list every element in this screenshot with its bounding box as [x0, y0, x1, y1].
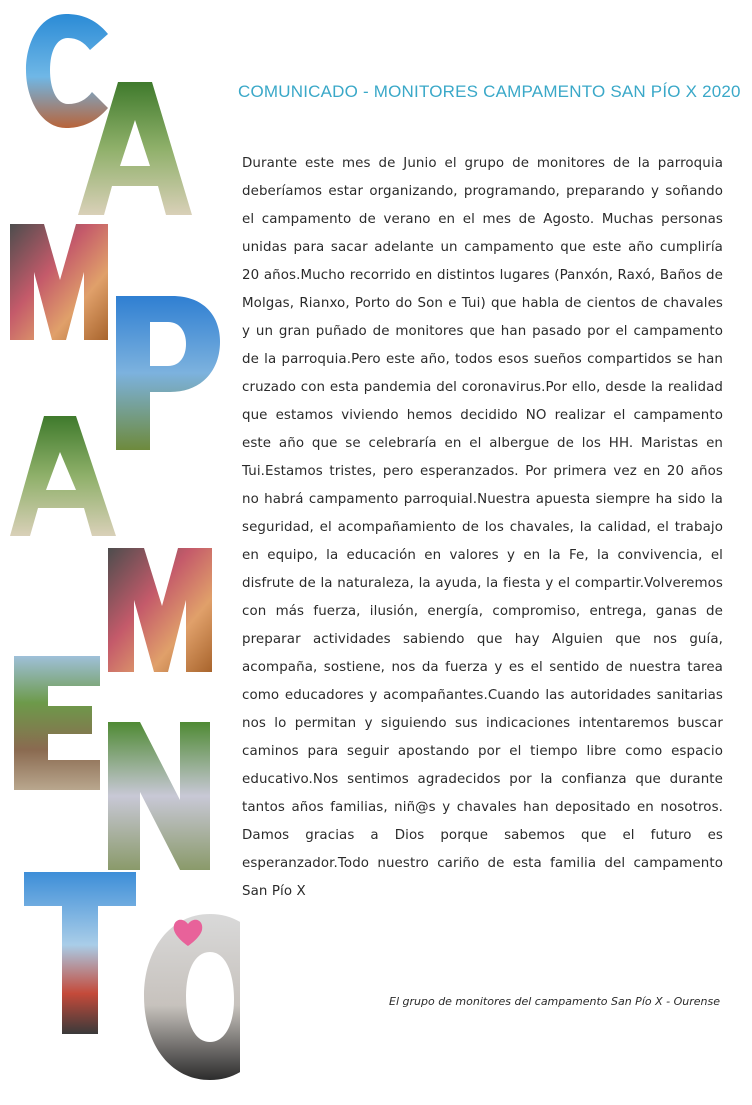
letter-e [14, 656, 100, 790]
letter-p [116, 296, 220, 450]
letter-a-2 [10, 416, 116, 536]
statement-paragraph: Durante este mes de Junio el grupo de monitores de la parroquia deberíamos estar organizando, programando, preparando y soñando el campamento de verano en el mes de Agosto. Muchas personas unidas para sacar adelante un campamento que este año cumpliría 20 años.Mucho recorrido en distintos lugares (Panxón, Raxó, Baños de Molgas, Rianxo, Porto do Son e Tui) que habla de cientos de chavales y un gran puñado de monitores que han pasado por el campamento de la parroquia.Pero este año, todos esos sueños compartidos se han cruzado con esta pandemia del coronavirus.Por ello, desde la realidad que estamos viviendo hemos decidido NO realizar el campamento este año que se celebraría en el albergue de los HH. Maristas en Tui.Estamos tristes, pero esperanzados. Por primera vez en 20 años no habrá campamento parroquial.Nuestra apuesta siempre ha sido la seguridad, el acompañamiento de los chavales, la calidad, el trabajo en equipo, la educación en valores y en la Fe, la convivencia, el disfrute de la naturaleza, la ayuda, la fiesta y el compartir.Volveremos con más fuerza, ilusión, energía, compromiso, entrega, ganas de preparar actividades sabiendo que hay Alguien que nos guía, acompaña, sostiene, nos da fuerza y es el sentido de nuestra tarea como educadores y acompañantes.Cuando las autoridades sanitarias nos lo permitan y siguiendo sus indicaciones intentaremos buscar caminos para seguir apostando por el tiempo libre como espacio educativo.Nos sentimos agradecidos por la confianza que durante tantos años familias, niñ@s y chavales han depositado en nosotros. Damos gracias a Dios porque sabemos que el futuro es esperanzador.Todo nuestro cariño de esta familia del campamento San Pío X [242, 156, 723, 899]
campamento-photo-letters [0, 0, 240, 1105]
letter-n [108, 722, 210, 870]
letter-o [144, 914, 240, 1080]
letter-m-2 [108, 548, 212, 672]
signature: El grupo de monitores del campamento San Pío X - Ourense [389, 995, 720, 1008]
letter-m-1 [10, 224, 108, 340]
letter-c [26, 14, 108, 128]
letter-t [24, 872, 136, 1034]
page-title: COMUNICADO - MONITORES CAMPAMENTO SAN PÍO X 2020 [238, 82, 741, 101]
